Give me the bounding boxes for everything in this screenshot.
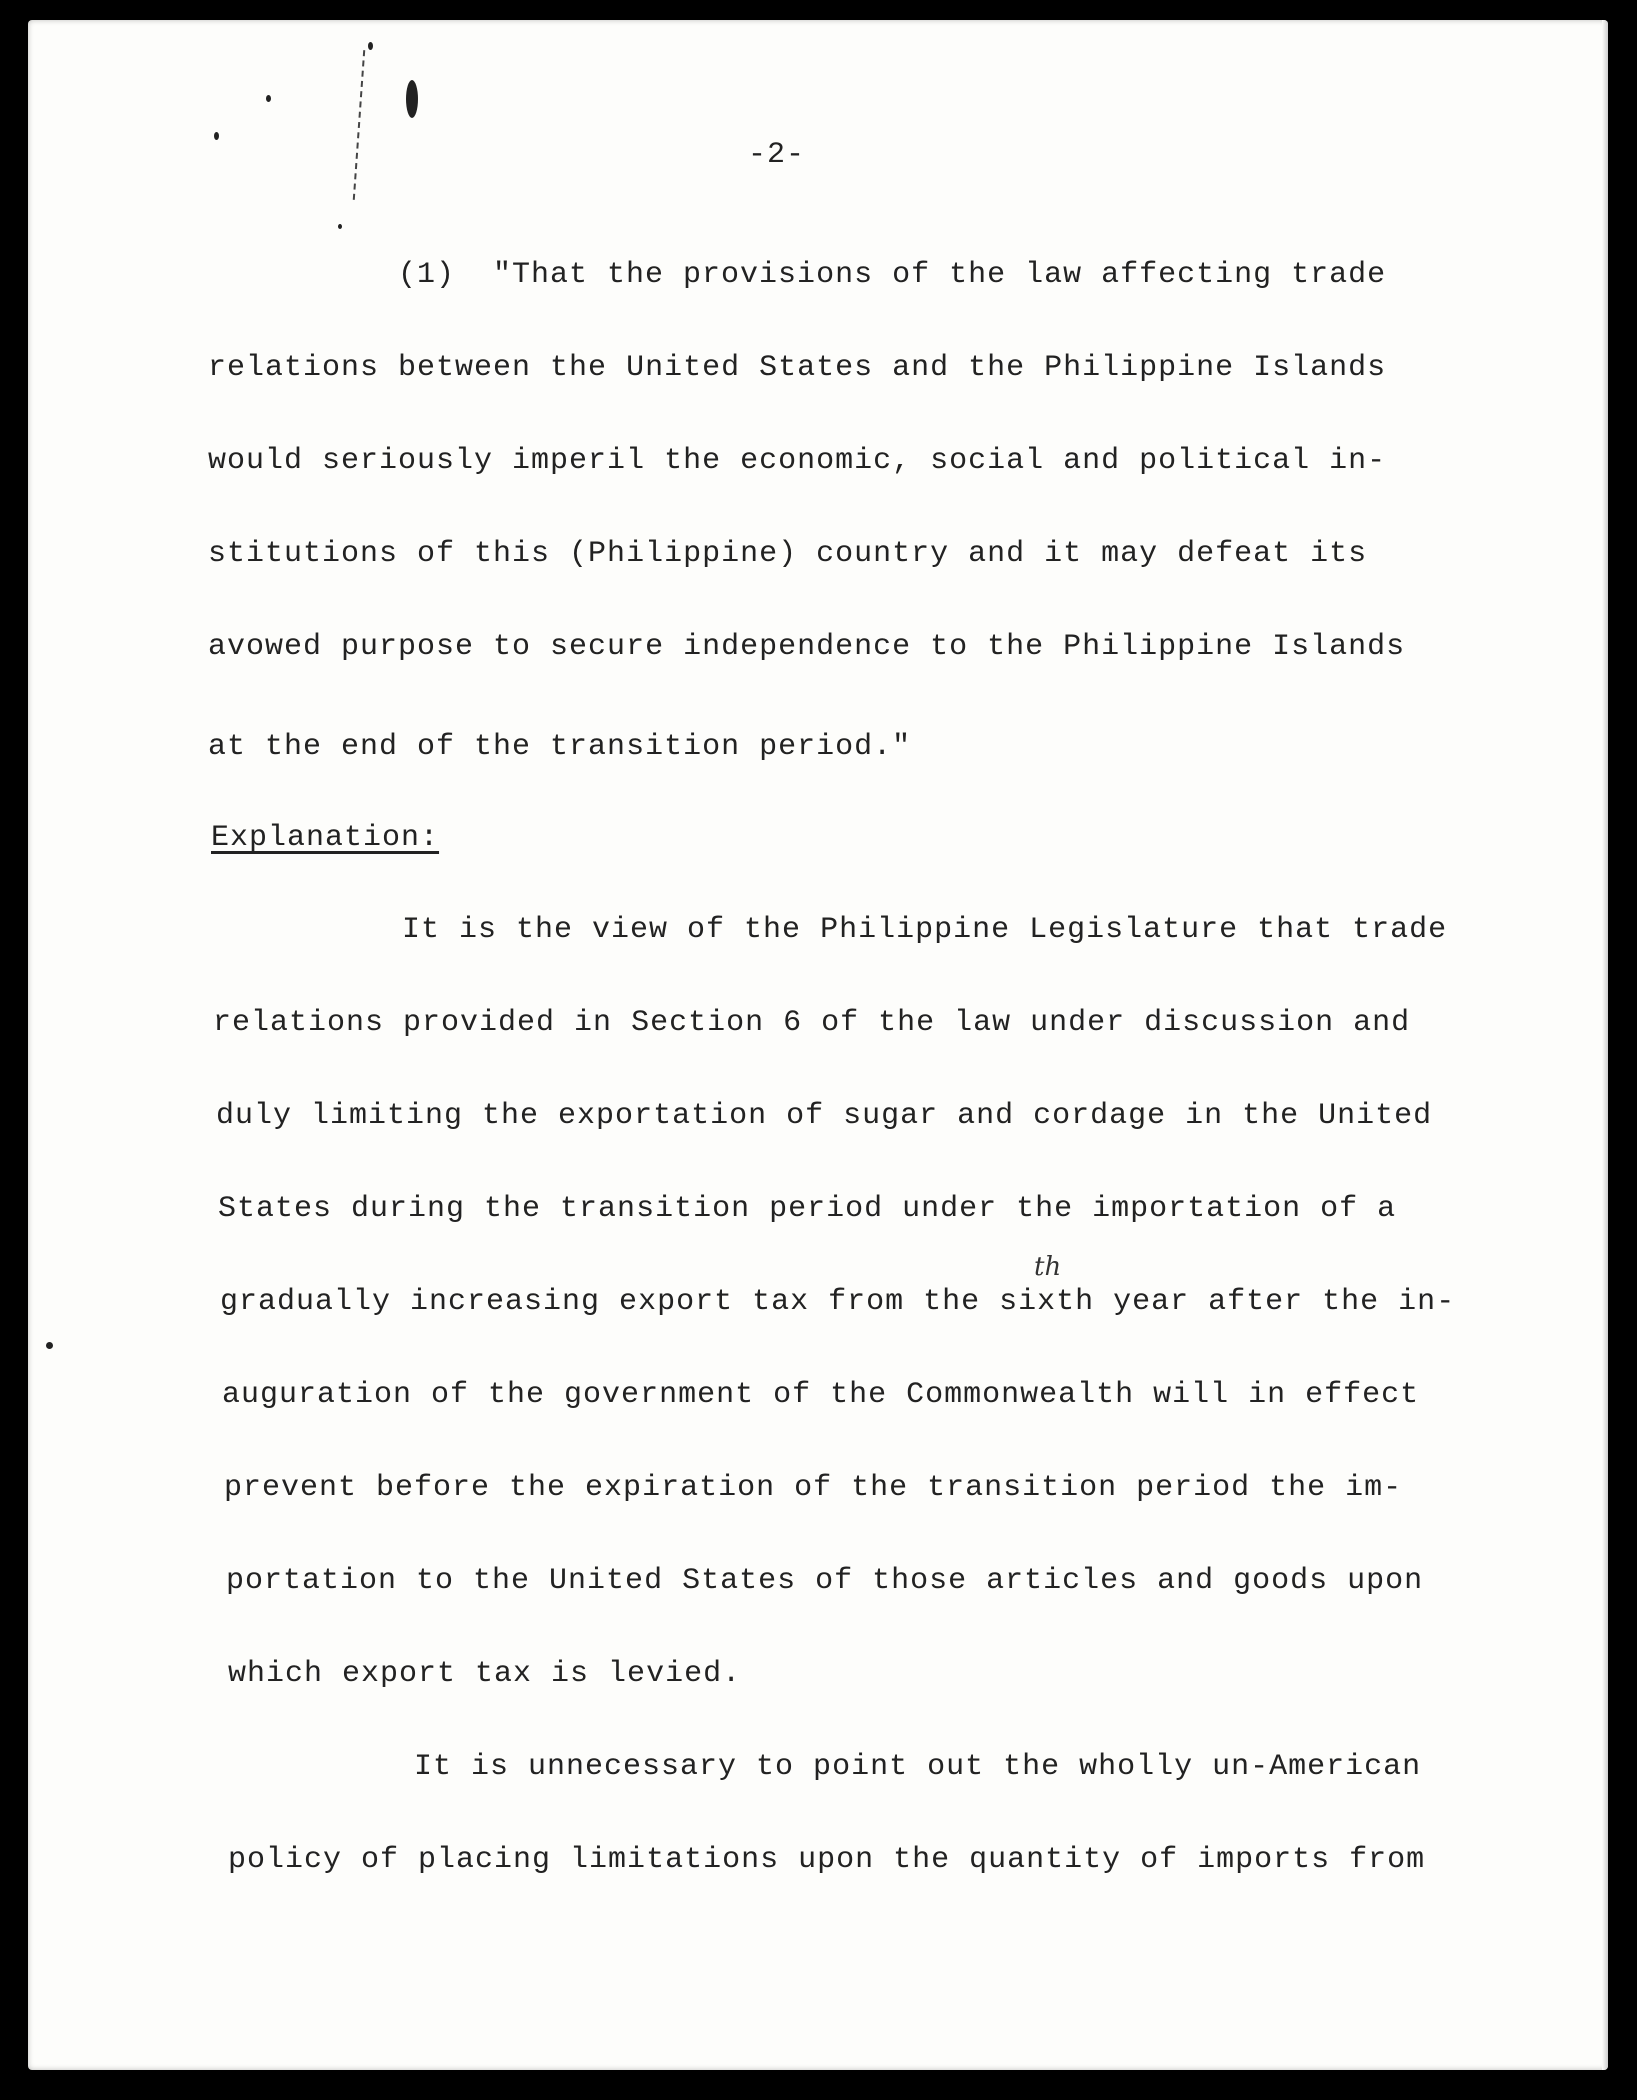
paragraph-line: (1) "That the provisions of the law affecting trade: [398, 258, 1387, 292]
paragraph-line: States during the transition period under the importation of a: [218, 1192, 1397, 1226]
paragraph-line: portation to the United States of those articles and goods upon: [226, 1564, 1424, 1598]
paragraph-line: avowed purpose to secure independence to the Philippine Islands: [208, 630, 1406, 664]
paragraph-line: which export tax is levied.: [228, 1657, 742, 1691]
ink-speck: [214, 132, 219, 140]
ink-speck: [266, 95, 271, 102]
document-page: [28, 20, 1608, 2070]
ink-speck: [406, 80, 418, 118]
ink-speck: [46, 1342, 53, 1349]
paragraph-line: auguration of the government of the Commonwealth will in effect: [222, 1378, 1420, 1412]
paragraph-line: policy of placing limitations upon the quantity of imports from: [228, 1843, 1426, 1877]
page-edge-shadow: [1602, 20, 1608, 2070]
paragraph-line: It is unnecessary to point out the wholly un-American: [414, 1750, 1422, 1784]
paragraph-line: at the end of the transition period.": [208, 730, 912, 764]
paragraph-line: duly limiting the exportation of sugar and cordage in the United: [216, 1099, 1433, 1133]
paragraph-line: would seriously imperil the economic, social and political in-: [208, 444, 1387, 478]
paragraph-line: gradually increasing export tax from the sixth year after the in-: [220, 1285, 1456, 1319]
paragraph-line: relations between the United States and the Philippine Islands: [208, 351, 1387, 385]
ink-speck: [368, 42, 373, 50]
handwritten-annotation: th: [1034, 1252, 1062, 1282]
paragraph-line: stitutions of this (Philippine) country and it may defeat its: [208, 537, 1368, 571]
explanation-heading: Explanation:: [211, 821, 440, 855]
paragraph-line: prevent before the expiration of the transition period the im-: [224, 1471, 1403, 1505]
paragraph-line: It is the view of the Philippine Legislature that trade: [402, 913, 1448, 947]
pencil-mark: [353, 50, 365, 200]
ink-speck: [338, 224, 342, 229]
paragraph-line: relations provided in Section 6 of the law under discussion and: [213, 1006, 1411, 1040]
page-number: -2-: [748, 138, 806, 172]
